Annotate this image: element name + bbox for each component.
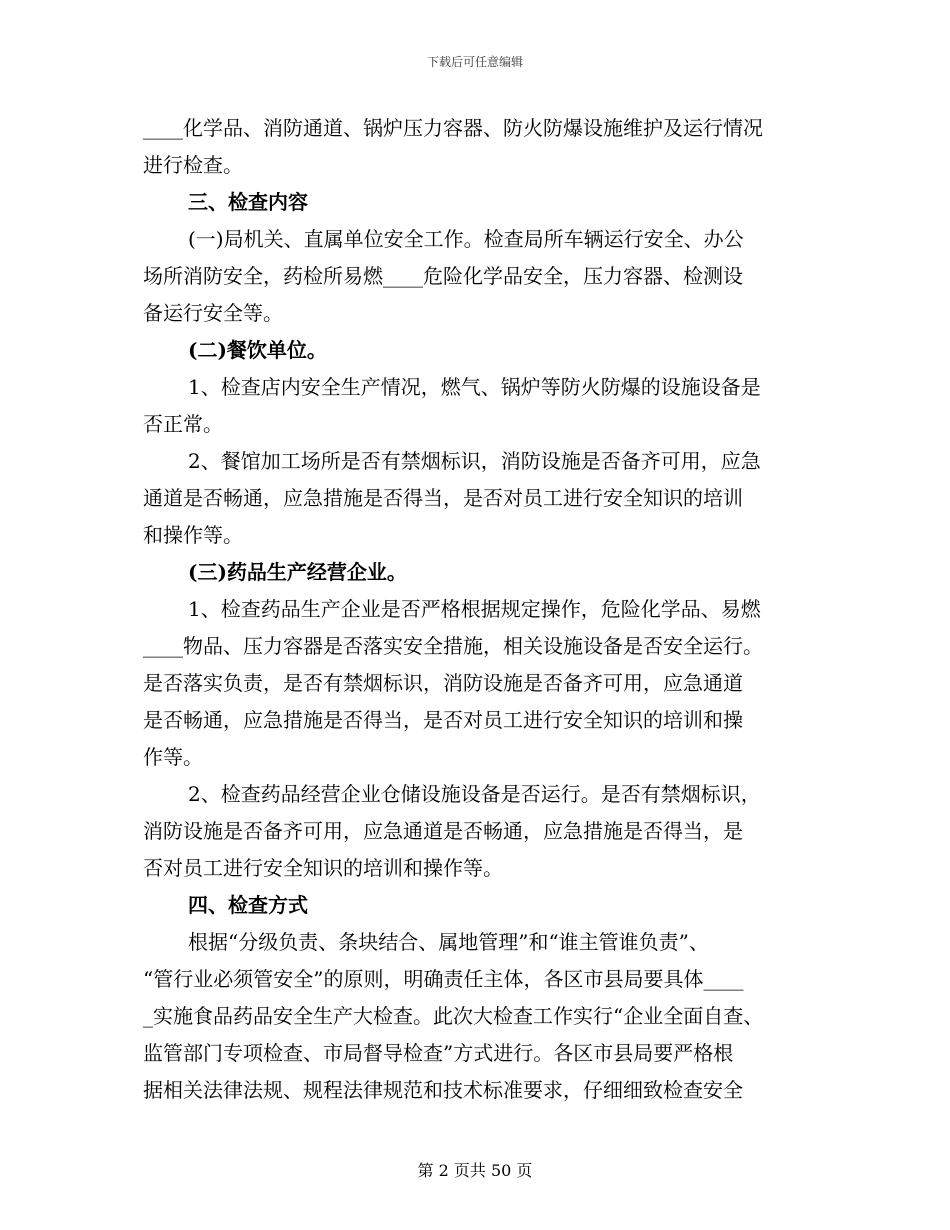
body-text-line: 1、检查药品生产企业是否严格根据规定操作，危险化学品、易燃: [188, 597, 761, 621]
body-text-line: “管行业必须管安全”的原则，明确责任主体，各区市县局要具体____: [143, 967, 744, 991]
body-text-line: (一)局机关、直属单位安全工作。检查局所车辆运行安全、办公: [188, 227, 744, 251]
body-text-line: 否正常。: [143, 412, 223, 436]
body-text-line: 监管部门专项检查、市局督导检查”方式进行。各区市县局要严格根: [143, 1041, 734, 1065]
body-text-line: 是否畅通，应急措施是否得当，是否对员工进行安全知识的培训和操: [143, 708, 743, 732]
subsection-heading: (三)药品生产经营企业。: [188, 560, 407, 584]
body-text-line: 2、餐馆加工场所是否有禁烟标识，消防设施是否备齐可用，应急: [188, 449, 761, 473]
body-text-line: 2、检查药品经营企业仓储设施设备是否运行。是否有禁烟标识，: [188, 782, 761, 806]
body-text-line: 1、检查店内安全生产情况，燃气、锅炉等防火防爆的设施设备是: [188, 375, 761, 399]
body-text-line: 根据“分级负责、条块结合、属地管理”和“谁主管谁负责”、: [188, 930, 709, 954]
body-text-line: 备运行安全等。: [143, 301, 283, 325]
body-text-line: 作等。: [143, 745, 203, 769]
body-text-line: 和操作等。: [143, 523, 243, 547]
body-text-line: 是否落实负责，是否有禁烟标识，消防设施是否备齐可用，应急通道: [143, 671, 743, 695]
page-header: 下载后可任意编辑: [426, 55, 523, 69]
subsection-heading: (二)餐饮单位。: [188, 338, 327, 362]
body-text-line: 进行检查。: [143, 153, 243, 177]
body-text-line: ____化学品、消防通道、锅炉压力容器、防火防爆设施维护及运行情况: [143, 116, 763, 140]
body-text-line: 否对员工进行安全知识的培训和操作等。: [143, 856, 503, 880]
body-text-line: 据相关法律法规、规程法律规范和技术标准要求，仔细细致检查安全: [143, 1078, 743, 1102]
section-heading: 四、检查方式: [188, 893, 308, 917]
body-text-line: 通道是否畅通，应急措施是否得当，是否对员工进行安全知识的培训: [143, 486, 743, 510]
body-text-line: ____物品、压力容器是否落实安全措施，相关设施设备是否安全运行。: [143, 634, 763, 658]
document-body: [143, 110, 843, 1109]
body-text-line: 场所消防安全，药检所易燃____危险化学品安全，压力容器、检测设: [143, 264, 743, 288]
body-text-line: 消防设施是否备齐可用，应急通道是否畅通，应急措施是否得当，是: [143, 819, 743, 843]
page-footer: 第 2 页共 50 页: [417, 1161, 533, 1180]
section-heading: 三、检查内容: [188, 190, 308, 214]
body-text-line: _实施食品药品安全生产大检查。此次大检查工作实行“企业全面自查、: [143, 1004, 764, 1028]
